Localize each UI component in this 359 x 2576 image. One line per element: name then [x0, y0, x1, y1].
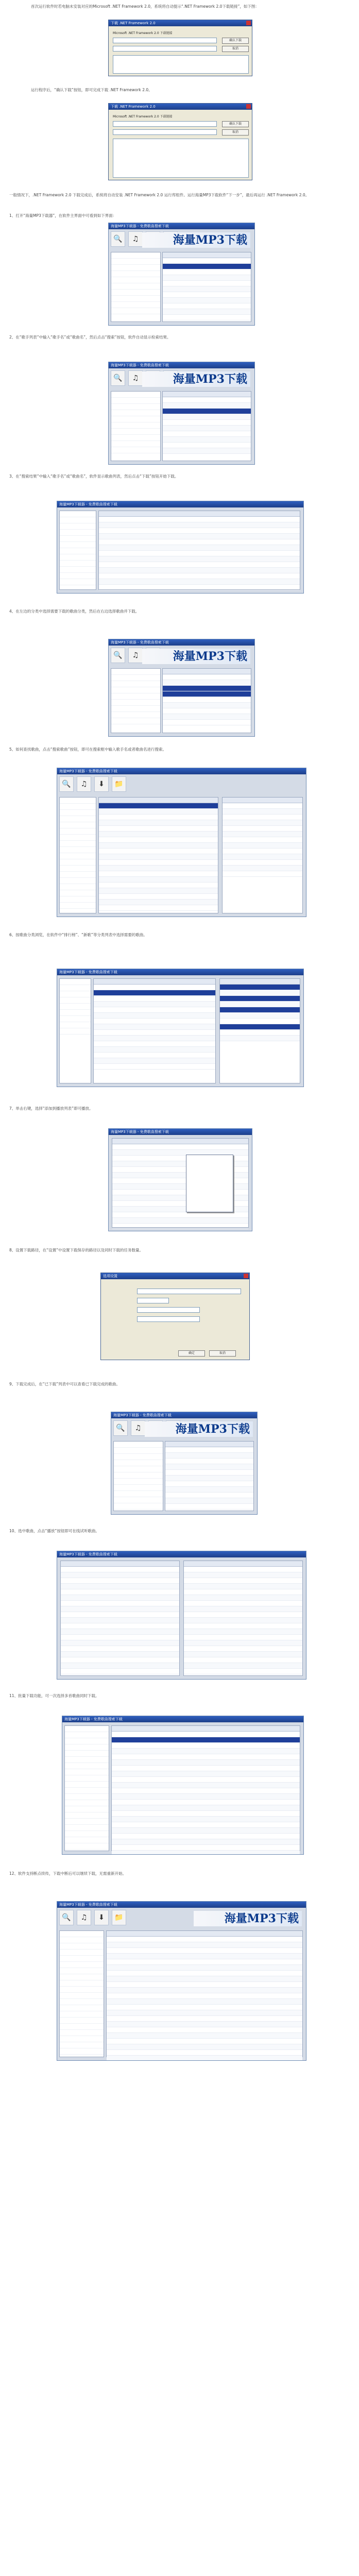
log-box [113, 55, 249, 74]
path-field[interactable] [113, 129, 217, 135]
app-banner: 海量MP3下载 [194, 1911, 302, 1926]
ok-button[interactable]: 确定 [178, 1350, 205, 1357]
dialog-line: Microsoft .NET Framework 2.0 下载链接 [113, 115, 173, 118]
option-field[interactable] [137, 1307, 200, 1313]
folder-icon[interactable]: 📁 [112, 1910, 126, 1925]
install-text: 一般情况下，.NET Framework 2.0 下载完成后，系统将自动安装 .NET Framework 2.0 运行库组件。运行海量MP3下载软件“下一步”，最后再运行 .NET Framework 2.0。 [9, 193, 310, 197]
song-grid[interactable] [93, 978, 216, 1083]
app-screenshot-3 [108, 639, 255, 737]
music-icon[interactable]: ♫ [77, 776, 91, 792]
batch-download-screenshot [62, 1716, 304, 1855]
step-6-text: 6、按歌曲分类浏览，在软件中“排行榜”、“新歌”等分类列表中选择需要的歌曲。 [9, 933, 147, 937]
cancel-button[interactable]: 取消 [209, 1350, 236, 1357]
app-banner: 海量MP3下载 [142, 232, 250, 248]
task-count-field[interactable] [137, 1298, 169, 1303]
category-list[interactable] [59, 1930, 104, 2057]
confirm-download-button[interactable]: 确认下载 [222, 121, 249, 127]
app-screenshot-6 [111, 1412, 258, 1515]
category-list[interactable] [113, 1441, 163, 1511]
context-menu[interactable] [186, 1155, 233, 1212]
search-icon[interactable]: 🔍 [59, 776, 74, 792]
downloaded-list-screenshot [57, 1551, 306, 1680]
step-5-text: 5、如何查找歌曲，点击“搜索歌曲”按钮，即可在搜索框中输入歌手名或者歌曲名进行搜索。 [9, 747, 167, 752]
step-1-text: 1、打开“海量MP3下载器”，在软件主界面中可看到如下界面： [9, 213, 117, 218]
song-grid[interactable] [162, 391, 251, 461]
search-icon[interactable]: 🔍 [113, 1420, 128, 1436]
settings-dialog [100, 1273, 250, 1360]
app-title: 海量MP3下载器 - 免费歌曲搜索下载 [109, 1129, 252, 1135]
folder-icon[interactable]: 📁 [112, 776, 126, 792]
close-icon[interactable] [246, 21, 251, 25]
category-list[interactable] [111, 668, 161, 733]
option-field-2[interactable] [137, 1316, 200, 1322]
url-field[interactable] [113, 121, 217, 127]
app-banner: 海量MP3下载 [142, 649, 250, 664]
step-7-text: 7、单击右键，选择“添加到播放列表”即可播放。 [9, 1106, 93, 1111]
music-icon[interactable]: ♫ [128, 648, 143, 663]
music-icon[interactable]: ♫ [128, 370, 143, 386]
app-screenshot-1 [108, 223, 255, 326]
download-queue[interactable] [222, 797, 303, 913]
song-grid[interactable] [165, 1441, 254, 1511]
search-icon[interactable]: 🔍 [111, 648, 125, 663]
app-title: 海量MP3下载器 - 免费歌曲搜索下载 [111, 1412, 257, 1418]
close-icon[interactable] [244, 1274, 248, 1278]
song-grid[interactable] [162, 252, 251, 322]
song-grid[interactable] [98, 797, 218, 913]
path-field[interactable] [113, 46, 217, 52]
downloaded-grid-2[interactable] [183, 1561, 303, 1676]
app-title: 海量MP3下载器 - 免费歌曲搜索下载 [57, 1551, 306, 1557]
step-8-text: 8、设置下载路径，在“设置”中设置下载保存的路径以及同时下载的任务数量。 [9, 1248, 144, 1252]
step-2-text: 2、在“歌手列表”中输入“歌手名”或“歌曲名”，然后点击“搜索”按钮，软件自动显示检索结果。 [9, 335, 171, 340]
settings-title: 选项设置 [101, 1273, 249, 1279]
dialog-line: Microsoft .NET Framework 2.0 下载链接 [113, 31, 173, 35]
music-icon[interactable]: ♫ [77, 1910, 91, 1925]
step-9-text: 9、下载完成后，在“已下载”列表中可以查看已下载完成的歌曲。 [9, 1382, 121, 1386]
music-icon[interactable]: ♫ [128, 231, 143, 247]
download-icon[interactable]: ⬇ [94, 776, 109, 792]
app-title: 海量MP3下载器 - 免费歌曲搜索下载 [109, 223, 254, 229]
app-screenshot-2 [108, 362, 255, 465]
app-title: 海量MP3下载器 - 免费歌曲搜索下载 [57, 969, 303, 975]
close-icon[interactable] [246, 104, 251, 109]
category-list[interactable] [111, 252, 161, 322]
app-title: 海量MP3下载器 - 免费歌曲搜索下载 [109, 639, 254, 646]
category-list[interactable] [59, 511, 96, 590]
cancel-button[interactable]: 取消 [222, 129, 249, 135]
app-screenshot-final [57, 1901, 306, 2061]
step-12-text: 12、软件支持断点续传，下载中断后可以继续下载，无需重新开始。 [9, 1871, 127, 1876]
search-icon[interactable]: 🔍 [111, 370, 125, 386]
search-icon[interactable]: 🔍 [111, 231, 125, 247]
app-title: 海量MP3下载器 - 免费歌曲搜索下载 [57, 1902, 306, 1908]
category-list[interactable] [59, 978, 91, 1083]
app-title: 海量MP3下载器 - 免费歌曲搜索下载 [57, 768, 306, 774]
url-field[interactable] [113, 38, 217, 43]
app-banner: 海量MP3下载 [145, 1421, 253, 1437]
category-list[interactable] [59, 797, 96, 913]
dotnet-download-dialog-2 [108, 103, 252, 180]
step-4-text: 4、在左边的分类中选择需要下载的歌曲分类，然后在右边选择歌曲并下载。 [9, 609, 140, 614]
context-menu-screenshot [108, 1128, 252, 1231]
step-11-text: 11、批量下载功能，可一次选择多首歌曲同时下载。 [9, 1693, 99, 1698]
playlist-panel[interactable] [219, 978, 300, 1083]
music-icon[interactable]: ♫ [131, 1420, 145, 1436]
cancel-button[interactable]: 取消 [222, 46, 249, 52]
song-grid[interactable] [162, 668, 251, 733]
app-title: 海量MP3下载器 - 免费歌曲搜索下载 [57, 501, 303, 507]
dotnet-download-dialog [108, 20, 252, 76]
app-title: 海量MP3下载器 - 免费歌曲搜索下载 [62, 1716, 303, 1722]
song-grid[interactable] [106, 1930, 303, 2057]
download-icon[interactable]: ⬇ [94, 1910, 109, 1925]
intro-text: 首次运行软件时若电脑未安装对应的Microsoft .NET Framework 2.0，系统将自动提示“.NET Framework 2.0下载链接”，如下图： [31, 4, 259, 9]
dialog-title: 下载 .NET Framework 2.0 [109, 104, 252, 110]
result-grid[interactable] [98, 511, 300, 590]
step-3-text: 3、在“搜索结果”中输入“歌手名”或“歌曲名”，软件显示歌曲列表，然后点击“下载”按钮开始下载。 [9, 474, 179, 479]
app-banner: 海量MP3下载 [142, 371, 250, 387]
path-field[interactable] [137, 1289, 241, 1294]
dialog-title: 下载 .NET Framework 2.0 [109, 20, 252, 26]
song-grid[interactable] [111, 1725, 300, 1851]
app-screenshot-5 [57, 969, 304, 1087]
confirm-download-button[interactable]: 确认下载 [222, 38, 249, 44]
step-text: 运行程序后，“确认下载”按钮，即可完成下载 .NET Framework 2.0。 [31, 88, 152, 92]
log-box [113, 139, 249, 178]
app-screenshot-4 [57, 768, 306, 917]
search-results-screenshot [57, 501, 304, 594]
category-list[interactable] [111, 391, 161, 461]
downloaded-grid[interactable] [60, 1561, 180, 1676]
search-icon[interactable]: 🔍 [59, 1910, 74, 1925]
step-10-text: 10、选中歌曲，点击“播放”按钮即可在线试听歌曲。 [9, 1529, 99, 1533]
app-title: 海量MP3下载器 - 免费歌曲搜索下载 [109, 362, 254, 368]
category-list[interactable] [64, 1725, 109, 1851]
